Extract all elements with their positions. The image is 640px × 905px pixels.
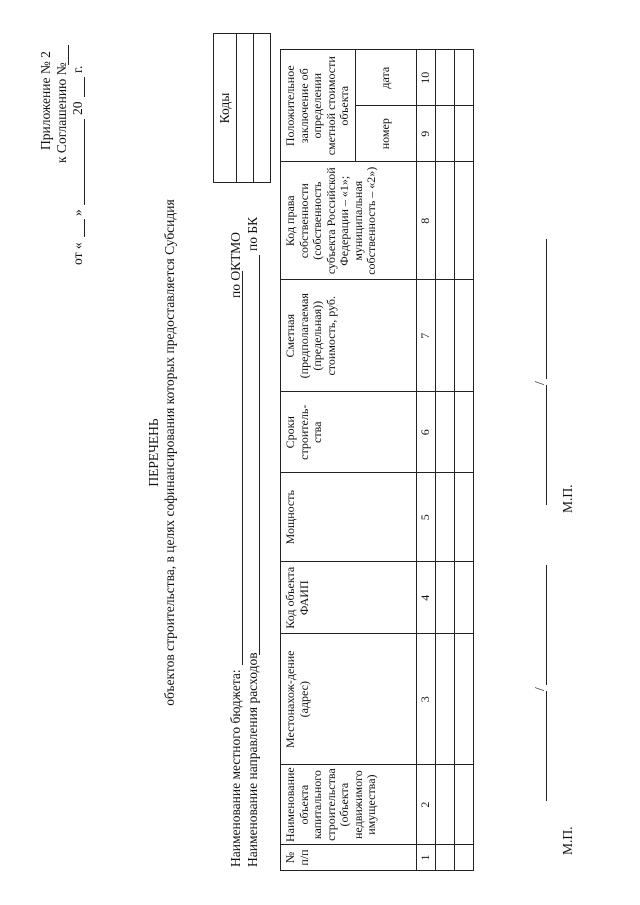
- subheader-number: номер: [355, 106, 416, 162]
- agreement-number-line: [68, 45, 69, 65]
- header-ownership-code: Код права собственности (собственность субъекта Российской Федерации – «1»; муниципальная собственность – «2»): [281, 162, 417, 280]
- codes-bk-cell: [254, 34, 271, 183]
- agreement-date-year: 20: [70, 101, 85, 115]
- col-number-9: 9: [416, 106, 435, 162]
- col-number-2: 2: [416, 765, 435, 845]
- col-number-3: 3: [416, 634, 435, 765]
- budget-label: Наименование местного бюджета:: [228, 669, 243, 867]
- col-number-10: 10: [416, 50, 435, 106]
- objects-table: [280, 49, 474, 871]
- signature-name-line-right: [546, 239, 547, 379]
- signature-name-line-left: [546, 565, 547, 685]
- header-construction-period: Сроки строитель-ства: [281, 392, 417, 473]
- codes-oktmo-cell: [237, 34, 254, 183]
- signature-slash-right: /: [532, 381, 547, 385]
- appendix-number: Приложение № 2: [38, 51, 53, 150]
- document-subtitle: объектов строительства, в целях софинансирования которых предоставляется Субсидия: [162, 199, 177, 706]
- table-column-numbers-row: [416, 50, 435, 871]
- header-conclusion: Положительное заключение об определении сметной стоимости объекта: [281, 50, 356, 162]
- header-estimated-cost: Сметная (предполагаемая (предельная)) стоимость, руб.: [281, 280, 417, 392]
- document-title: ПЕРЕЧЕНЬ: [146, 418, 161, 487]
- col-number-8: 8: [416, 162, 435, 280]
- signature-line-left: [546, 691, 547, 801]
- header-num: № п/п: [281, 845, 417, 871]
- direction-label: Наименование направления расходов: [245, 652, 260, 867]
- table-header-row: [281, 50, 356, 871]
- date-year-line: [84, 77, 85, 97]
- table-row: [454, 50, 473, 871]
- agreement-date-g: г.: [70, 65, 85, 73]
- subheader-date: дата: [355, 50, 416, 106]
- header-capacity: Мощность: [281, 473, 417, 562]
- date-month-line: [84, 119, 85, 205]
- col-number-1: 1: [416, 845, 435, 871]
- oktmo-label: по ОКТМО: [228, 232, 243, 298]
- stamp-right: М.П.: [560, 484, 575, 513]
- table-row: [435, 50, 454, 871]
- date-day-line: [84, 219, 85, 237]
- signature-line-right: [546, 385, 547, 505]
- header-object-name: Наименование объекта капитального строительства (объекта недвижимого имущества): [281, 765, 417, 845]
- codes-table: [213, 33, 271, 183]
- signature-slash-left: /: [532, 687, 547, 691]
- codes-header: Коды: [214, 34, 237, 183]
- agreement-date-from: от «: [70, 242, 85, 265]
- agreement-date-quote: »: [70, 209, 85, 216]
- agreement-ref: к Соглашению №: [54, 62, 69, 163]
- col-number-6: 6: [416, 392, 435, 473]
- col-number-7: 7: [416, 280, 435, 392]
- budget-name-line: [242, 271, 243, 665]
- col-number-5: 5: [416, 473, 435, 562]
- header-location: Местонахож-дение (адрес): [281, 634, 417, 765]
- bk-label: по БК: [245, 216, 260, 251]
- direction-name-line: [259, 255, 260, 655]
- stamp-left: М.П.: [560, 826, 575, 855]
- col-number-4: 4: [416, 562, 435, 634]
- header-faip-code: Код объекта ФАИП: [281, 562, 417, 634]
